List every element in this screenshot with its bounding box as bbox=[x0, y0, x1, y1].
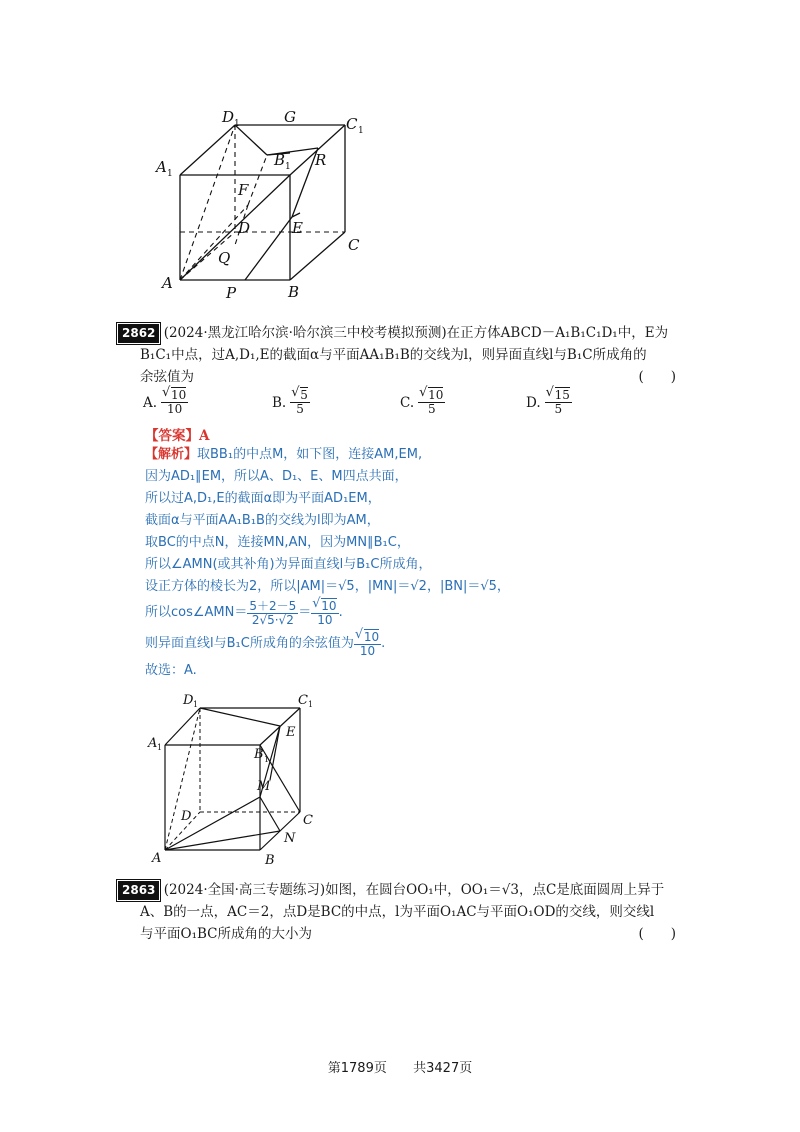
label-B: B bbox=[265, 853, 275, 865]
explanation-line: 取BC的中点N，连接MN,AN，因为MN∥B₁C， bbox=[145, 535, 410, 550]
option-d[interactable]: D. √ $\frac{15}{5}$ bbox=[526, 389, 572, 416]
explanation-line: 截面α与平面AA₁B₁B的交线为l即为AM， bbox=[145, 513, 380, 528]
label-D1: D bbox=[183, 693, 194, 708]
label-Q: Q bbox=[218, 249, 231, 267]
label-A: A bbox=[152, 851, 162, 865]
explanation-line: 设正方体的棱长为2，所以|AM|＝√5，|MN|＝√2，|BN|＝√5， bbox=[145, 579, 510, 594]
label-A: A bbox=[162, 274, 173, 292]
answer-line: 【答案】A bbox=[145, 428, 210, 444]
question-text-line1: (2024·黑龙江哈尔滨·哈尔滨三中校考模拟预测)在正方体ABCD－A₁B₁C₁D₁中，E为 bbox=[163, 325, 669, 341]
label-C1: C bbox=[298, 693, 308, 708]
explanation-line: 取BB₁的中点M，如下图，连接AM,EM, bbox=[197, 447, 423, 462]
label-A1: A bbox=[148, 736, 158, 751]
figure-cube-2 bbox=[145, 690, 335, 865]
answer-blank: ( ) bbox=[638, 926, 676, 942]
question-text-line1: (2024·全国·高三专题练习)如图，在圆台OO₁中，OO₁＝√3，点C是底面圆周上异于 bbox=[163, 882, 665, 898]
label-C1: C bbox=[346, 115, 358, 133]
svg-text:1: 1 bbox=[157, 743, 163, 752]
option-b[interactable]: B. √ $\frac{5}{5}$ bbox=[272, 389, 310, 416]
svg-text:1: 1 bbox=[234, 119, 240, 129]
label-E: E bbox=[286, 725, 296, 740]
explanation-line: 所以∠AMN(或其补角)为异面直线l与B₁C所成角， bbox=[145, 557, 432, 572]
explanation: 【解析】取BB₁的中点M，如下图，连接AM,EM, 因为AD₁∥EM，所以A、D₁、E、M四点共面， 所以过A,D₁,E的截面α即为平面AD₁EM， 截面α与平面AA₁B₁B的交线为l即为AM， 取BC的中点N，连接MN,AN，因为MN∥B₁C， 所以∠AMN(或其补角)为异面直线l与B₁C所成角， 设正方体的棱长为2，所以|AM|＝√5，|MN|＝√2，|BN|＝√5， 所以cos∠AMN＝ $\frac{5+2-5}{2√5\cdot√2}$ ＝ √ $\frac{10}{10}$ . 则异面直线l与B₁C所成角的余弦值为 √ $\frac{10}{10}$ . 故选：A. bbox=[145, 444, 510, 682]
svg-text:1: 1 bbox=[193, 700, 199, 709]
answer-blank: ( ) bbox=[638, 369, 676, 385]
label-D1: D bbox=[222, 108, 235, 126]
svg-text:1: 1 bbox=[358, 126, 364, 136]
explanation-line: 所以过A,D₁,E的截面α即为平面AD₁EM， bbox=[145, 491, 381, 506]
label-G: G bbox=[284, 108, 296, 126]
label-C: C bbox=[303, 813, 313, 828]
question-text-line3: 与平面O₁BC所成角的大小为 bbox=[140, 926, 312, 942]
question-2863 bbox=[118, 879, 676, 945]
figure-cube-1 bbox=[150, 105, 380, 305]
label-B: B bbox=[288, 283, 300, 301]
question-2862 bbox=[118, 322, 676, 388]
svg-text:1: 1 bbox=[308, 700, 314, 709]
label-A1: A bbox=[156, 158, 167, 176]
question-number: 2863 bbox=[118, 881, 159, 900]
label-R: R bbox=[315, 151, 327, 169]
page-footer bbox=[0, 1057, 800, 1076]
label-N: N bbox=[284, 831, 296, 846]
page-number: 第1789页 bbox=[327, 1061, 387, 1076]
label-B1: B bbox=[274, 151, 286, 169]
option-c[interactable]: C. √ $\frac{10}{5}$ bbox=[400, 389, 445, 416]
label-M: M bbox=[257, 779, 271, 794]
final-choice: 故选：A. bbox=[145, 663, 197, 678]
question-text-line3: 余弦值为 bbox=[140, 369, 194, 385]
label-E: E bbox=[292, 219, 303, 237]
label-D: D bbox=[181, 809, 192, 824]
question-text-line2: A、B的一点，AC＝2，点D是BC的中点，l为平面O₁AC与平面O₁OD的交线，则交线l bbox=[140, 904, 655, 920]
explanation-tag: 【解析】 bbox=[145, 447, 198, 462]
label-P: P bbox=[226, 284, 237, 302]
explanation-line: 因为AD₁∥EM，所以A、D₁、E、M四点共面， bbox=[145, 469, 408, 484]
label-F: F bbox=[238, 181, 249, 199]
label-D: D bbox=[238, 219, 251, 237]
option-a[interactable]: A. √ $\frac{10}{10}$ bbox=[143, 389, 188, 416]
svg-text:1: 1 bbox=[285, 162, 291, 172]
label-B1: B bbox=[254, 747, 264, 762]
total-pages: 共3427页 bbox=[413, 1061, 473, 1076]
label-C: C bbox=[348, 236, 360, 254]
question-text-line2: B₁C₁中点，过A,D₁,E的截面α与平面AA₁B₁B的交线为l，则异面直线l与B₁C所成角的 bbox=[140, 347, 647, 363]
svg-text:1: 1 bbox=[264, 755, 270, 764]
svg-text:1: 1 bbox=[167, 169, 173, 179]
question-number: 2862 bbox=[118, 324, 159, 343]
